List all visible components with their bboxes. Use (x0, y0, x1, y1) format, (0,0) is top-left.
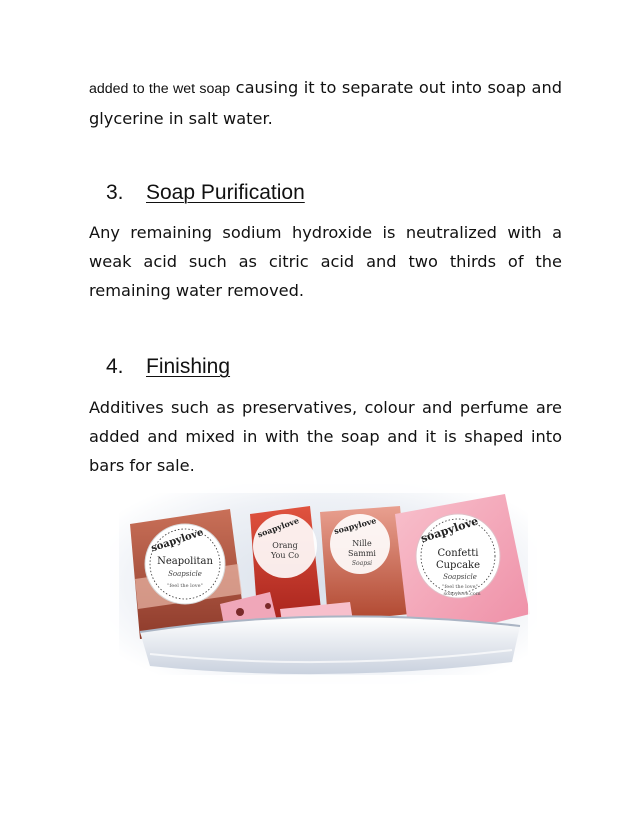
label-name-line1: Nille (352, 539, 372, 548)
paragraph-continuation (89, 73, 562, 133)
section-number: 4. (106, 355, 124, 378)
label-orange (253, 514, 317, 578)
label-brand: soapylove (149, 527, 205, 555)
label-type: Soapsi (351, 560, 373, 567)
label-nilla (330, 514, 390, 574)
paragraph-finishing: Additives such as preservatives, colour and perfume are added and mixed in with the soap and it is shaped into bars for sale. (89, 398, 562, 475)
section-heading-finishing (106, 354, 230, 380)
label-name-line1: Orang (272, 541, 298, 550)
label-brand: soapylove (332, 515, 378, 537)
serving-bowl (140, 616, 520, 674)
label-name-line1: Confetti (437, 548, 479, 559)
label-tagline: "feel the love" (167, 583, 203, 589)
label-name-line2: Sammi (348, 549, 376, 558)
section-title: Soap Purification (146, 181, 305, 204)
label-name-line2: Cupcake (435, 560, 481, 571)
label-neapolitan (145, 524, 225, 604)
section-heading-soap-purification (106, 180, 305, 206)
label-name-line2: You Co (270, 551, 300, 560)
label-type: Soapsicle (168, 570, 202, 578)
label-brand: soapylove (256, 515, 301, 540)
label-brand: soapylove (419, 514, 480, 546)
label-confetti (416, 514, 500, 598)
label-type: Soapsicle (443, 573, 477, 581)
paragraph-lead-text: added to the wet soap (89, 81, 231, 97)
paragraph-soap-purification: Any remaining sodium hydroxide is neutralized with a weak acid such as citric acid and two thirds of the remaining water removed. (89, 223, 562, 300)
label-tagline: "feel the love" (442, 584, 478, 590)
section-title: Finishing (146, 355, 231, 378)
section-number: 3. (106, 181, 124, 204)
label-name: Neapolitan (157, 556, 213, 567)
soap-bars-photo (110, 484, 537, 684)
paragraph-rest-text: causing it to separate out into soap and glycerine in salt water. (89, 78, 562, 128)
label-site: soapylove.com (443, 591, 481, 597)
